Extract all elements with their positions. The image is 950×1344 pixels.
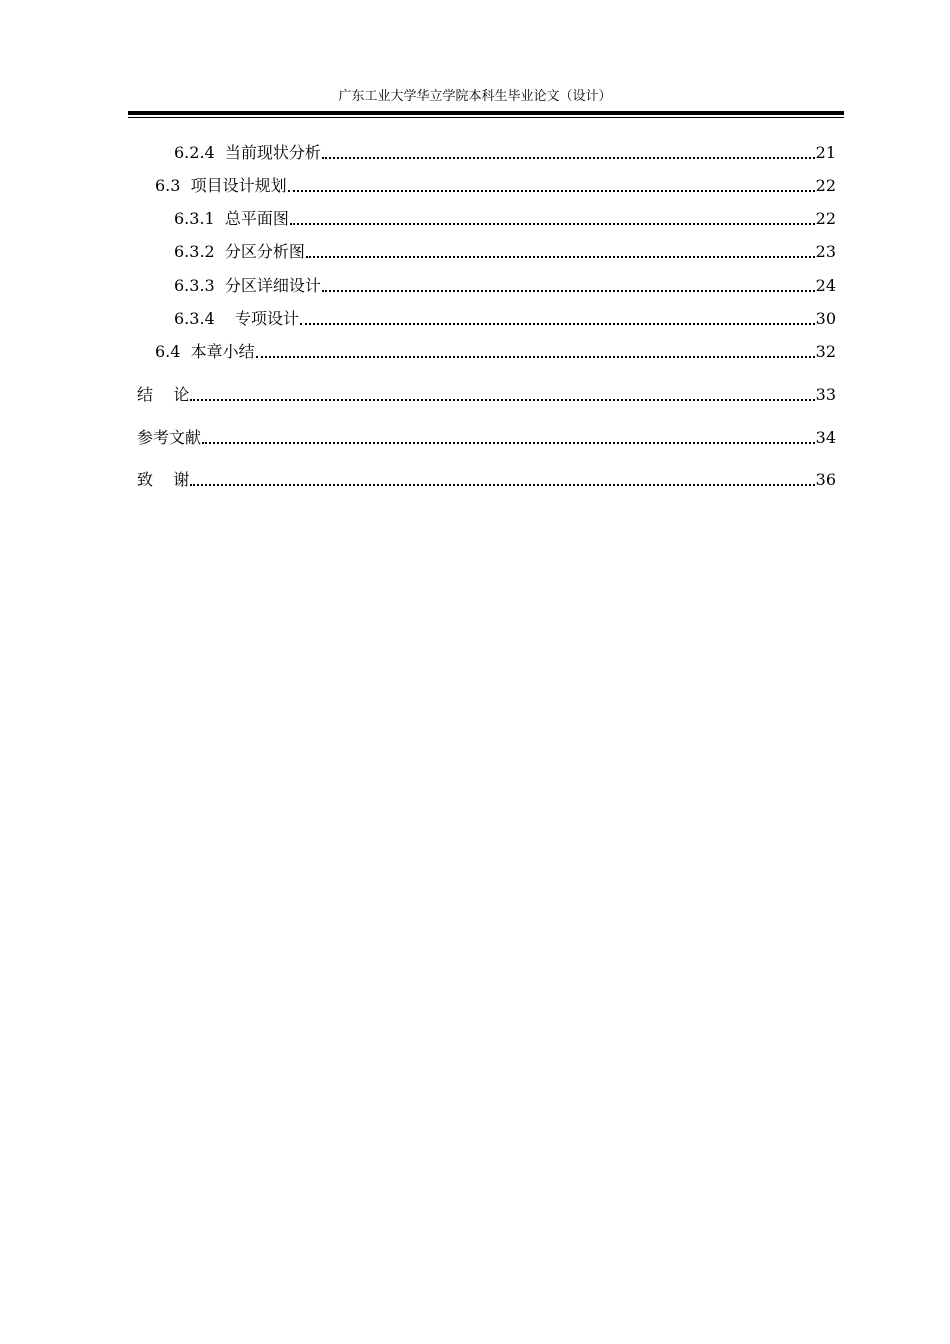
toc-leader-dots [322,142,815,164]
toc-entry-page: 23 [815,242,836,261]
toc-entry-title: 6.3.4 专项设计 [174,309,300,328]
toc-entry-title: 6.3.2 分区分析图 [174,242,305,261]
toc-entry-page: 34 [815,428,836,447]
toc-leader-dots [256,341,815,363]
toc-entry[interactable] [0,427,950,449]
toc-entry-title: 6.3.1 总平面图 [174,209,289,228]
toc-entry[interactable] [0,175,950,197]
toc-entry[interactable] [0,384,950,406]
toc-entry-title: 6.4 本章小结 [155,342,255,361]
toc-entry[interactable] [0,308,950,330]
toc-entry-page: 22 [815,176,836,195]
toc-entry[interactable] [0,275,950,297]
toc-entry-title: 结 论 [137,385,190,404]
toc-entry[interactable] [0,341,950,363]
toc-entry-page: 32 [815,342,836,361]
toc-entry-title: 参考文献 [137,428,202,447]
toc-leader-dots [288,175,815,197]
toc-entry[interactable] [0,142,950,164]
toc-entry-page: 30 [815,309,836,328]
toc-leader-dots [190,384,814,406]
toc-entry-page: 21 [815,143,836,162]
toc-entry-title: 致 谢 [137,470,190,489]
toc-leader-dots [300,308,815,330]
toc-entry-page: 24 [815,276,836,295]
header-rule [128,111,844,118]
toc-leader-dots [202,427,815,449]
toc-leader-dots [290,208,815,230]
toc-entry[interactable] [0,208,950,230]
toc-entry-page: 22 [815,209,836,228]
toc-entry-title: 6.3.3 分区详细设计 [174,276,321,295]
toc-entry-page: 33 [815,385,836,404]
toc-entry-title: 6.2.4 当前现状分析 [174,143,321,162]
toc-leader-dots [322,275,815,297]
toc-leader-dots [306,241,815,263]
toc-entry[interactable] [0,469,950,491]
toc-entry-page: 36 [815,470,836,489]
toc-entry[interactable] [0,241,950,263]
toc-entry-title: 6.3 项目设计规划 [155,176,287,195]
toc-leader-dots [190,469,814,491]
page-header-title: 广东工业大学华立学院本科生毕业论文（设计） [338,89,612,104]
